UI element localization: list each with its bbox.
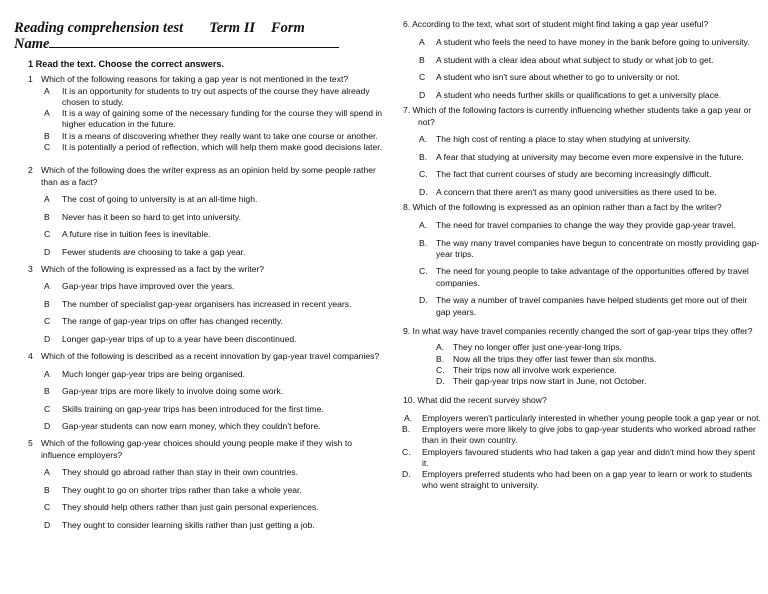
question-1 (28, 74, 386, 85)
question-number: 2 (28, 165, 33, 176)
question-6: 6. According to the text, what sort of student might find taking a gap year useful? (403, 19, 709, 29)
option-7-c[interactable]: C. The fact that current courses of study are becoming increasingly difficult. (419, 169, 712, 180)
option-10-a[interactable]: A. Employers weren't particularly interested in whether young people took a gap year or not. (404, 412, 761, 423)
option-9-c[interactable]: C. Their trips now all involve work experience. (436, 364, 617, 375)
option-9-a[interactable]: A. They no longer offer just one-year-long trips. (436, 342, 622, 353)
option-7-d[interactable]: D. A concern that there aren't as many good universities as there used to be. (419, 187, 717, 198)
option-3-b[interactable]: B The number of specialist gap-year organisers has increased in recent years. (44, 298, 352, 309)
option-3-c[interactable]: C The range of gap-year trips on offer has changed recently. (44, 316, 283, 327)
option-8-c[interactable]: C. The need for young people to take advantage of the opportunities offered by travel companies. (419, 266, 749, 288)
question-number: 1 (28, 74, 33, 85)
option-8-d[interactable]: D. The way a number of travel companies have helped students get more out of their gap years. (419, 295, 748, 317)
question-text: Which of the following is described as a recent innovation by gap-year travel companies? (41, 351, 380, 362)
term-label: Term II (209, 20, 255, 36)
option-2-c[interactable]: C A future rise in tuition fees is inevitable. (44, 229, 211, 240)
option-5-b[interactable]: B They ought to go on shorter trips rather than take a whole year. (44, 484, 302, 495)
option-4-c[interactable]: C Skills training on gap-year trips has been introduced for the first time. (44, 403, 324, 414)
question-text: Which of the following does the writer express as an opinion held by some people rather than as a fact? (41, 165, 376, 187)
question-7: 7. Which of the following factors is currently influencing whether students take a gap year or not? (403, 105, 752, 127)
option-8-b[interactable]: B. The way many travel companies have begun to concentrate on mostly providing gap-year trips. (419, 237, 760, 259)
option-9-d[interactable]: D. Their gap-year trips now start in June, not October. (436, 376, 647, 387)
right-column (397, 0, 761, 492)
question-3 (28, 264, 386, 275)
option-2-a[interactable]: A The cost of going to university is at an all-time high. (44, 194, 258, 205)
option-4-b[interactable]: B Gap-year trips are more likely to involve doing some work. (44, 386, 284, 397)
name-field-line (49, 36, 339, 48)
option-6-c[interactable]: C A student who isn't sure about whether to go to university or not. (419, 72, 680, 83)
option-1-c[interactable]: C It is potentially a period of reflection, which will help them make good decisions later. (44, 142, 383, 153)
option-4-d[interactable]: D Gap-year students can now earn money, which they couldn't before. (44, 421, 321, 432)
question-8: 8. Which of the following is expressed as an opinion rather than a fact by the writer? (403, 202, 722, 213)
option-5-a[interactable]: A They should go abroad rather than stay in their own countries. (44, 467, 298, 478)
question-10: 10. What did the recent survey show? (403, 395, 547, 406)
option-9-b[interactable]: B. Now all the trips they offer last fewer than six months. (436, 353, 657, 364)
option-6-b[interactable]: B A student with a clear idea about what subject to study or what job to get. (419, 54, 714, 65)
test-title: Reading comprehension test (14, 20, 184, 36)
question-number: 4 (28, 351, 33, 362)
option-10-b[interactable]: B. Employers were more likely to give jobs to gap-year students who worked abroad rather than in their own country. (402, 423, 756, 446)
option-6-a[interactable]: A A student who feels the need to have money in the bank before going to university. (419, 37, 750, 48)
option-2-d[interactable]: D Fewer students are choosing to take a gap year. (44, 246, 246, 257)
left-column (14, 0, 386, 531)
option-5-d[interactable]: D They ought to consider learning skills rather than just getting a job. (44, 519, 315, 530)
question-5 (28, 438, 386, 461)
question-text: Which of the following gap-year choices should young people make if they wish to influence employers? (41, 438, 352, 460)
option-10-d[interactable]: D. Employers preferred students who had been on a gap year to learn or work to students who went straight to university. (402, 469, 753, 491)
option-10-c[interactable]: C. Employers favoured students who had taken a gap year and didn't mind how they spent it. (402, 446, 756, 468)
form-label: Form (270, 20, 305, 36)
test-header (14, 20, 386, 36)
question-number: 5 (28, 438, 33, 449)
question-4 (28, 351, 386, 362)
instruction-text: 1 Read the text. Choose the correct answers. (28, 59, 225, 69)
option-5-c[interactable]: C They should help others rather than just gain personal experiences. (44, 502, 319, 513)
option-3-a[interactable]: A Gap-year trips have improved over the years. (44, 281, 235, 292)
question-9: 9. In what way have travel companies recently changed the sort of gap-year trips they offer? (403, 325, 753, 336)
option-8-a[interactable]: A. The need for travel companies to change the way they provide gap-year travel. (419, 219, 736, 230)
option-7-a[interactable]: A. The high cost of renting a place to stay when studying at university. (419, 134, 691, 145)
option-1-a2[interactable]: A It is a way of gaining some of the necessary funding for the course they will spend in higher education in the future. (44, 108, 383, 130)
question-text: Which of the following reasons for taking a gap year is not mentioned in the text? (41, 74, 349, 85)
option-2-b[interactable]: B Never has it been so hard to get into university. (44, 211, 241, 222)
option-6-d[interactable]: D A student who needs further skills or qualifications to get a university place. (419, 90, 722, 101)
option-3-d[interactable]: D Longer gap-year trips of up to a year have been discontinued. (44, 333, 297, 344)
question-text: Which of the following is expressed as a fact by the writer? (41, 263, 265, 274)
question-2 (28, 165, 386, 188)
name-label: Name (14, 36, 50, 52)
option-7-b[interactable]: B. A fear that studying at university may become even more expensive in the future. (419, 151, 744, 162)
question-number: 3 (28, 263, 33, 274)
option-1-b[interactable]: B It is a means of discovering whether they really want to take one course or another. (44, 130, 378, 141)
option-4-a[interactable]: A Much longer gap-year trips are being organised. (44, 368, 245, 379)
option-1-a[interactable]: A It is an opportunity for students to try out aspects of the course they have already chosen to study. (44, 85, 370, 107)
name-row (14, 36, 386, 52)
